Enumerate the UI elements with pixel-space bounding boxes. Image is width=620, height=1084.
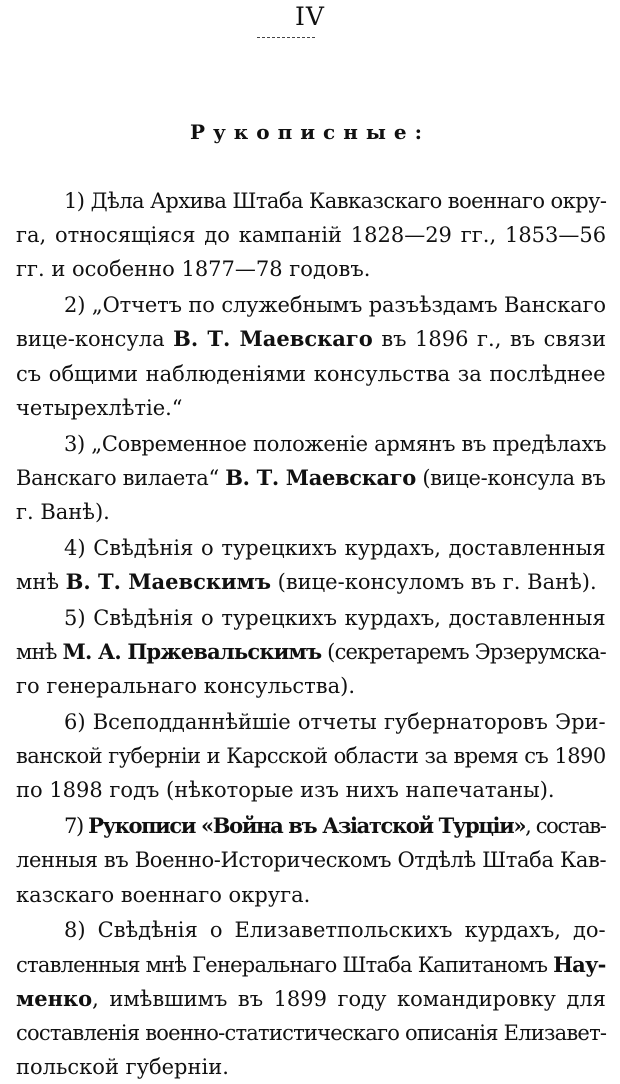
text-line [16, 1016, 606, 1050]
text-line [16, 495, 606, 529]
bold-name: М. А. Пржевальскимъ [62, 639, 322, 664]
text-run: га, относящіяся до кампаній 1828—29 гг., 1853—56 [16, 223, 607, 247]
text-line [64, 809, 606, 843]
text-run: (секретаремъ Эрзерумска- [321, 640, 606, 664]
text-run: 4) Свѣдѣнія о турецкихъ курдахъ, доставленныя [64, 536, 606, 560]
text-run: (вице-консуломъ въ г. Ванѣ). [270, 570, 597, 594]
text-line [64, 531, 606, 565]
text-line [16, 669, 606, 703]
text-run: ленныя въ Военно-Историческомъ Отдѣлѣ Штаба Кав- [16, 848, 607, 872]
text-line [16, 565, 606, 599]
text-run: , состав- [525, 814, 606, 838]
text-run: по 1898 годъ (нѣкоторые изъ нихъ напечатаны). [16, 778, 555, 802]
text-line [16, 357, 606, 391]
text-line [64, 913, 606, 947]
bold-name: В. Т. Маевскимъ [65, 569, 271, 594]
text-run: 1) Дѣла Архива Штаба Кавказскаго военнаго окру- [64, 189, 607, 213]
text-line [16, 391, 606, 425]
text-run: составленія военно-статистическаго описанія Елизавет- [16, 1021, 607, 1045]
text-line [16, 322, 606, 356]
bold-name: менко [16, 986, 93, 1011]
text-line [16, 218, 606, 252]
text-line [64, 288, 606, 322]
bold-name: Рукописи «Война въ Азіатской Турціи» [88, 813, 526, 838]
text-line [16, 982, 606, 1016]
text-run: 5) Свѣдѣнія о турецкихъ курдахъ, доставленныя [64, 606, 606, 630]
text-run: 7) [64, 814, 89, 838]
text-run: польской губерніи. [16, 1055, 229, 1079]
text-run: гг. и особенно 1877—78 годовъ. [16, 257, 371, 281]
text-line [64, 427, 606, 461]
text-run: мнѣ [16, 640, 63, 664]
page-number-rule [257, 37, 315, 38]
text-run: 6) Всеподданнѣйшіе отчеты губернаторовъ Эри- [64, 710, 606, 734]
text-run: мнѣ [16, 570, 66, 594]
bold-name: В. Т. Маевскаго [225, 465, 416, 490]
text-run: въ 1896 г., въ связи [372, 327, 606, 351]
text-line [16, 635, 606, 669]
text-run: ванской губерніи и Карсской области за время съ 1890 [16, 744, 606, 768]
page-number: IV [295, 2, 325, 31]
text-line [16, 461, 606, 495]
bold-name: В. Т. Маевскаго [173, 326, 373, 351]
text-run: Ванскаго вилаета“ [16, 466, 226, 490]
bold-name: Нау- [553, 952, 606, 977]
section-heading: Рукописные: [189, 120, 431, 144]
text-line [64, 184, 606, 218]
text-line [16, 739, 606, 773]
text-run: , имѣвшимъ въ 1899 году командировку для [92, 987, 606, 1011]
text-run: 8) Свѣдѣнія о Елизаветпольскихъ курдахъ, до- [64, 918, 606, 942]
text-line [64, 601, 606, 635]
text-run: (вице-консула въ [415, 466, 606, 490]
text-run: го генеральнаго консульства). [16, 674, 355, 698]
text-line [16, 1050, 606, 1084]
text-line [16, 948, 606, 982]
text-run: четырехлѣтіе.“ [16, 396, 183, 420]
text-line [16, 252, 606, 286]
text-run: 3) „Современное положеніе армянъ въ предѣлахъ [64, 432, 607, 456]
text-line [16, 843, 606, 877]
text-run: казскаго военнаго округа. [16, 883, 311, 907]
text-run: ставленныя мнѣ Генеральнаго Штаба Капитаномъ [16, 953, 554, 977]
text-run: 2) „Отчетъ по служебнымъ разъѣздамъ Ванскаго [64, 293, 606, 317]
text-run: съ общими наблюденіями консульства за послѣднее [16, 362, 606, 386]
text-line [16, 773, 606, 807]
text-run: г. Ванѣ). [16, 500, 110, 524]
text-run: вице-консула [16, 327, 174, 351]
text-line [16, 878, 606, 912]
text-line [64, 705, 606, 739]
